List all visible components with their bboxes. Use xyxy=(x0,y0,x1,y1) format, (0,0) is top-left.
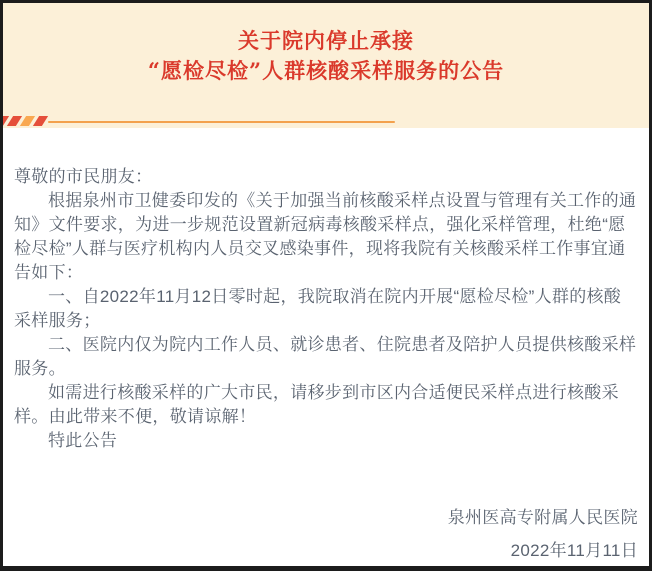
notice-title-line2: “愿检尽检”人群核酸采样服务的公告 xyxy=(147,58,505,83)
stripe xyxy=(33,116,48,126)
body-paragraph-1: 根据泉州市卫健委印发的《关于加强当前核酸采样点设置与管理有关工作的通知》文件要求，为进一步规范设置新冠病毒核酸采样点，强化采样管理，杜绝“愿检尽检”人群与医疗机构内人员交叉感染事件，现将我院有关核酸采样工作事宜通告如下： xyxy=(14,191,637,282)
notice-body xyxy=(3,128,649,563)
notice-header xyxy=(3,3,649,128)
divider-line xyxy=(48,121,395,123)
closing-text: 特此公告 xyxy=(48,431,118,450)
salutation-text: 尊敬的市民朋友： xyxy=(14,167,153,186)
notice-title xyxy=(3,3,649,86)
notice-title-line1: 关于院内停止承接 xyxy=(238,28,414,53)
date-text: 2022年11月11日 xyxy=(510,541,638,560)
signature-text: 泉州医高专附属人民医院 xyxy=(447,508,638,527)
body-paragraph-3: 二、医院内仅为院内工作人员、就诊患者、住院患者及陪护人员提供核酸采样服务。 xyxy=(14,335,637,378)
body-paragraph-2: 一、自2022年11月12日零时起，我院取消在院内开展“愿检尽检”人群的核酸采样服务； xyxy=(14,287,622,330)
stripe-decoration xyxy=(0,116,45,126)
body-paragraph-4: 如需进行核酸采样的广大市民，请移步到市区内合适便民采样点进行核酸采样。由此带来不便，敬请谅解！ xyxy=(14,383,619,426)
